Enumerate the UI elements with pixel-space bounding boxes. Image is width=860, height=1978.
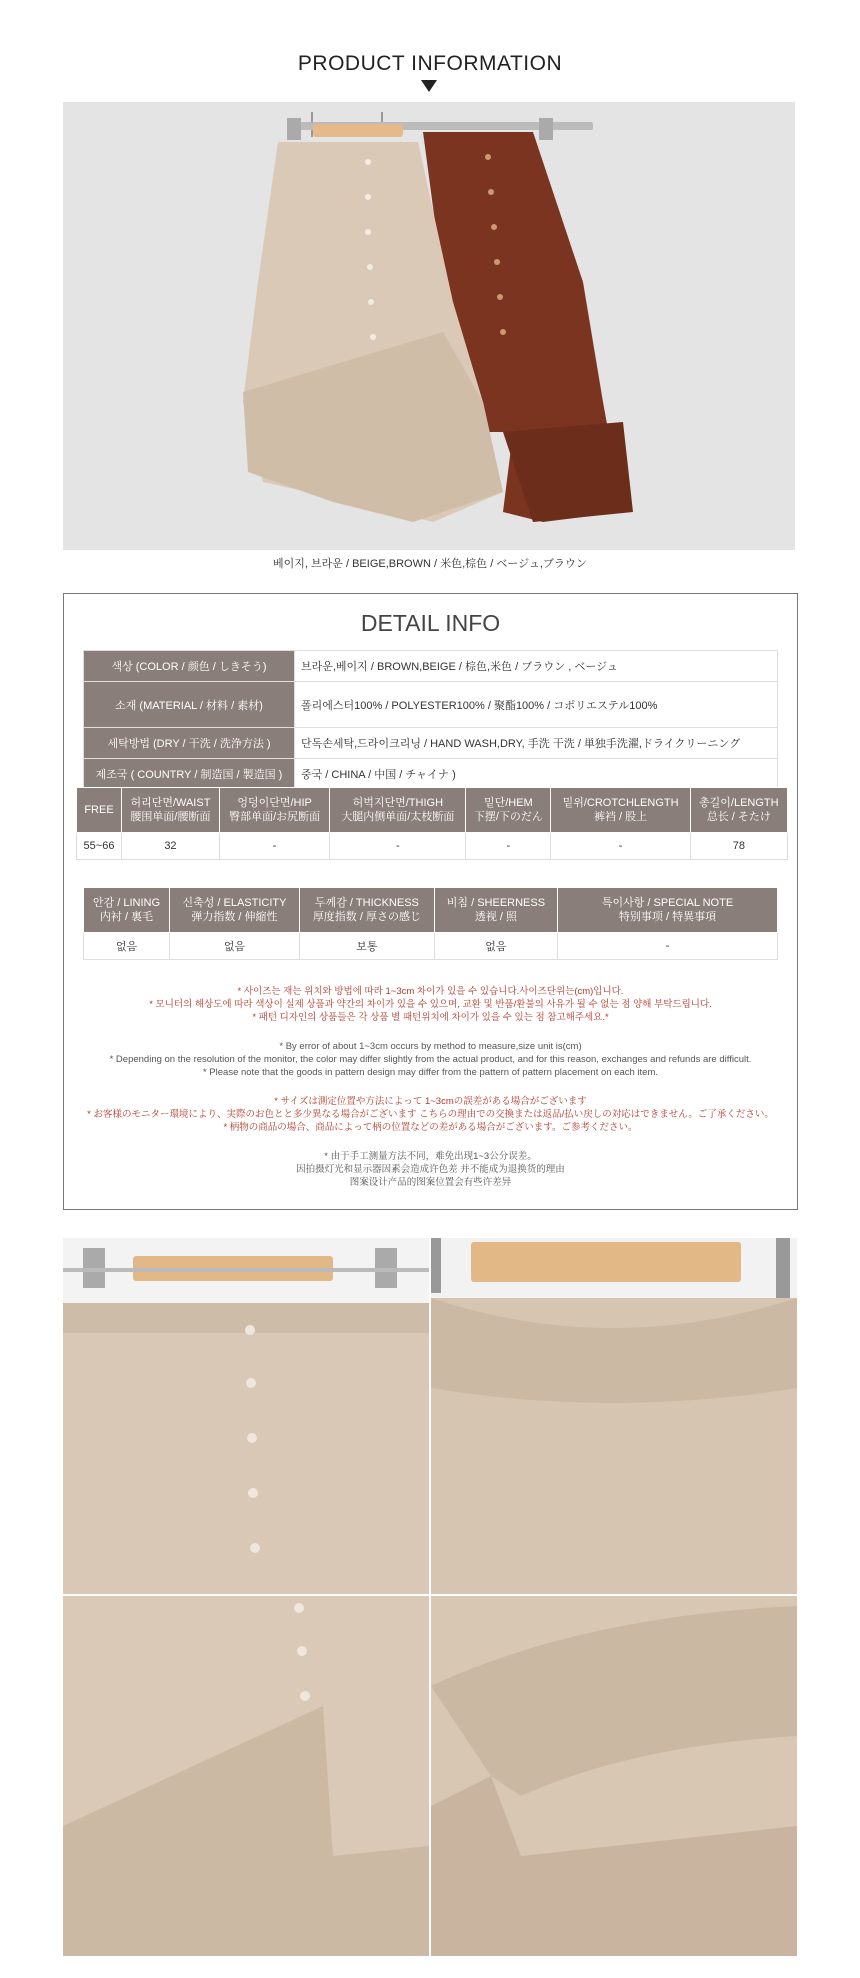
property-header: 두께감 / THICKNESS 厚度指数 / 厚さの感じ: [299, 888, 434, 933]
spec-label: 색상 (COLOR / 颜色 / しきそう): [84, 651, 295, 682]
size-table: [76, 787, 788, 860]
spec-label: 소재 (MATERIAL / 材料 / 素材): [84, 682, 295, 728]
size-value: 55~66: [77, 833, 122, 860]
detail-photo-buttons: [63, 1238, 429, 1594]
size-value: -: [466, 833, 551, 860]
property-value: 없음: [84, 933, 170, 960]
spec-label: 세탁방법 (DRY / 干洗 / 洗浄方法 ): [84, 728, 295, 759]
size-header: 허벅지단면/THIGH 大腿内侧单面/太枝断面: [330, 788, 466, 833]
note-line: * 柄物の商品の場合、商品によって柄の位置などの差がある場合がございます。ご参考ください。: [223, 1122, 638, 1133]
spec-row-material: [84, 682, 778, 728]
property-header: 안감 / LINING 内衬 / 裏毛: [84, 888, 170, 933]
size-value: -: [551, 833, 690, 860]
note-line: 图案设计产品的图案位置会有些许差异: [349, 1177, 512, 1188]
notes-chinese: [64, 1150, 797, 1189]
detail-info-box: [63, 593, 798, 1210]
note-line: * Depending on the resolution of the monitor, the color may differ slightly from the actual product, and for this reason, exchanges and refunds are difficult.: [109, 1054, 752, 1065]
size-header: 밑단/HEM 下摆/下のだん: [466, 788, 551, 833]
note-line: 因拍摄灯光和显示器因素会造成许色差 并不能成为退换货的理由: [296, 1164, 565, 1175]
size-value: -: [219, 833, 330, 860]
size-header: FREE: [77, 788, 122, 833]
notes-japanese: [64, 1095, 797, 1134]
property-value: 없음: [169, 933, 299, 960]
size-header: 허리단면/WAIST 腰围单面/腰断面: [122, 788, 220, 833]
notes-korean: [64, 985, 797, 1024]
spec-value: 단독손세탁,드라이크리닝 / HAND WASH,DRY, 手洗 干洗 / 単独手洗濯,ドライクリーニング: [295, 728, 778, 759]
detail-photo-ruffle-right: [431, 1596, 797, 1956]
property-header: 비침 / SHEERNESS 透视 / 照: [434, 888, 557, 933]
size-header: 밑위/CROTCHLENGTH 裤裆 / 股上: [551, 788, 690, 833]
size-value: -: [330, 833, 466, 860]
spec-row-color: [84, 651, 778, 682]
note-line: * 사이즈는 재는 위치와 방법에 따라 1~3cm 차이가 있을 수 있습니다.사이즈단위는(cm)입니다.: [237, 986, 624, 997]
notes-english: [64, 1040, 797, 1079]
property-header: 신축성 / ELASTICITY 弹力指数 / 伸縮性: [169, 888, 299, 933]
note-line: * 모니터의 해상도에 따라 색상이 실제 상품과 약간의 차이가 있을 수 있으며, 교환 및 반품/환불의 사유가 될 수 없는 점 양해 부탁드립니다.: [149, 999, 712, 1010]
size-header-row: [77, 788, 788, 833]
spec-value: 브라운,베이지 / BROWN,BEIGE / 棕色,米色 / ブラウン , ベージュ: [295, 651, 778, 682]
detail-title: DETAIL INFO: [360, 610, 501, 636]
size-value: 32: [122, 833, 220, 860]
note-line: * サイズは測定位置や方法によって 1~3cmの誤差がある場合がございます: [274, 1096, 587, 1107]
size-value: 78: [690, 833, 787, 860]
down-arrow-icon: [421, 80, 437, 92]
property-header: 특이사항 / SPECIAL NOTE 特别事项 / 特異事項: [558, 888, 778, 933]
spec-row-wash: [84, 728, 778, 759]
note-line: * 由于手工测量方法不同，难免出现1~3公分误差。: [324, 1151, 537, 1162]
note-line: * 패턴 디자인의 상품들은 각 상품 별 패턴위치에 차이가 있을 수 있는 점 참고해주세요.*: [252, 1012, 609, 1023]
spec-value: 폴리에스터100% / POLYESTER100% / 聚酯100% / コポリエステル100%: [295, 682, 778, 728]
spec-value: 중국 / CHINA / 中国 / チャイナ ): [295, 759, 778, 790]
product-photo-main: [63, 102, 795, 550]
property-value: 없음: [434, 933, 557, 960]
property-value: -: [558, 933, 778, 960]
detail-photo-waistband: [431, 1238, 797, 1594]
note-line: * By error of about 1~3cm occurs by method to measure,size unit is(cm): [279, 1041, 582, 1052]
spec-table: [83, 650, 778, 790]
property-header-row: [84, 888, 778, 933]
property-value-row: [84, 933, 778, 960]
color-caption: 베이지, 브라운 / BEIGE,BROWN / 米色,棕色 / ベージュ,ブラウン: [273, 558, 587, 570]
spec-label: 제조국 ( COUNTRY / 制造国 / 製造国 ): [84, 759, 295, 790]
property-table: [83, 887, 778, 960]
property-value: 보통: [299, 933, 434, 960]
page-title: PRODUCT INFORMATION: [297, 52, 563, 75]
size-value-row: [77, 833, 788, 860]
detail-photo-ruffle-left: [63, 1596, 429, 1956]
size-header: 총길이/LENGTH 总长 / そたけ: [690, 788, 787, 833]
note-line: * お客様のモニター環境により、実際のお色とと多少異なる場合がございます こちらの理由での交換または返品/払い戻しの対応はできません。ご了承ください。: [87, 1109, 774, 1120]
spec-row-country: [84, 759, 778, 790]
note-line: * Please note that the goods in pattern design may differ from the pattern of pattern placement on each item.: [202, 1067, 659, 1078]
size-header: 엉덩이단면/HIP 臀部单面/お尻断面: [219, 788, 330, 833]
